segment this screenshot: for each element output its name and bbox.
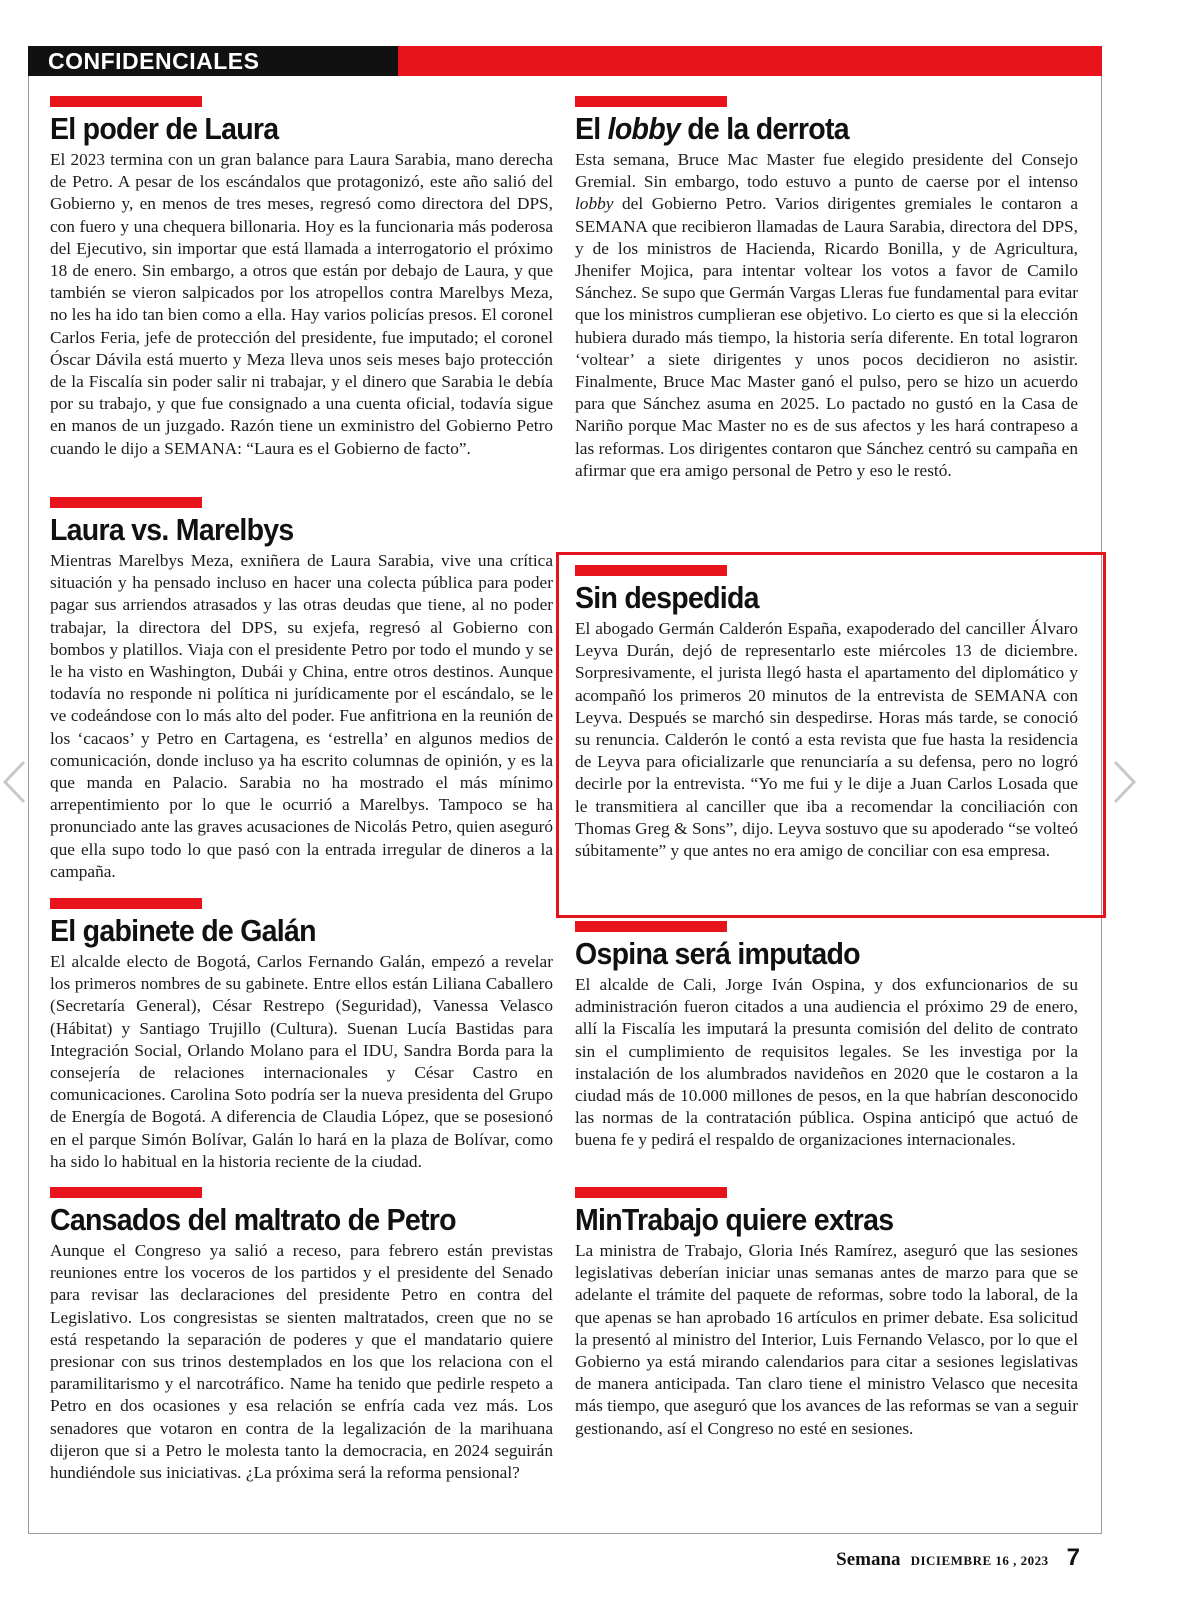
article-body: El 2023 termina con un gran balance para Laura Sarabia, mano derecha de Petro. A pesar de los escándalos que protagonizó, este año salió del Gobierno y, en menos de tres meses, regresó como directora del DPS, con fuero y una chequera billonaria. Hoy es la funcionaria más poderosa del Ejecutivo, sin importar que está llamada a interrogatorio el próximo 18 de enero. Sin embargo, a otros que están por debajo de Laura, y que también se vieron salpicados por los atropellos contra Marelbys Meza, no les ha ido tan bien como a ella. Hay varios policías presos. El coronel Carlos Feria, jefe de protección del presidente, fue imputado; el coronel Óscar Dávila está muerto y Meza lleva unos seis meses bajo protección de la Fiscalía sin poder salir ni trabajar, y el dinero que Sarabia le debía por su trabajo, y que fue consignado a una cuenta oficial, todavía sigue en manos de un juzgado. Razón tiene un exministro del Gobierno Petro cuando le dijo a SEMANA: “Laura es el Gobierno de facto”. [50,150,553,458]
article-sin-despedida [575,565,1078,862]
footer-date: DICIEMBRE 16 , 2023 [910,1553,1049,1568]
article-title: Ospina será imputado [575,936,860,971]
article-title: El gabinete de Galán [50,913,316,948]
article-red-bar [50,497,202,508]
article-red-bar [575,921,727,932]
article-laura-vs-marelbys [50,497,553,883]
article-title [575,109,1038,149]
chevron-left-icon [2,760,26,804]
page-number: 7 [1066,1544,1080,1571]
article-ospina-sera-imputado [575,921,1078,1152]
article-red-bar [575,96,727,107]
article-red-bar [50,96,202,107]
article-el-gabinete-de-galan [50,898,553,1173]
article-body: Aunque el Congreso ya salió a receso, para febrero están previstas reuniones entre los voceros de los partidos y el presidente del Senado para revisar las declaraciones del presidente Petro en contra del Legislativo. Los congresistas se sienten maltratados, creen que no se está respetando la separación de poderes y que el mandatario quiere presionar con sus trinos destemplados en los que los relaciona con el paramilitarismo y el narcotráfico. Name ha tenido que pedirle respeto a Petro en dos ocasiones y esa relación se enfría cada vez más. Los senadores que votaron en contra de la legalización de la marihuana dijeron que si a Petro le molesta tanto la democracia, en 2024 seguirán hundiéndole sus iniciativas. ¿La próxima será la reforma pensional? [50,1241,553,1483]
article-red-bar [50,898,202,909]
article-title: Sin despedida [575,580,759,615]
article-red-bar [575,1187,727,1198]
article-red-bar [575,565,727,576]
page-footer [836,1544,1080,1574]
body-text-italic: lobby [575,194,614,214]
article-body: El alcalde de Cali, Jorge Iván Ospina, y dos exfuncionarios de su administración fueron citados a una audiencia el próximo 29 de enero, allí la Fiscalía les imputará la presunta comisión del delito de contrato sin el cumplimiento de requisitos legales. Se les investiga por la instalación de los alumbrados navideños en 2020 que le costaron a la ciudad más de 10.000 millones de pesos, en la que habrían desconocido las normas de la contratación pública. Ospina anticipó que actuó de buena fe y pedirá el respaldo de organizaciones internacionales. [575,975,1078,1150]
chevron-right-icon [1113,760,1137,804]
article-body: La ministra de Trabajo, Gloria Inés Ramírez, aseguró que las sesiones legislativas deberían iniciar unas semanas antes de marzo para que se adelante el trámite del paquete de reformas, sobre todo la laboral, de la que apenas se han aprobado 16 artículos en primer debate. Esa solicitud la presentó al ministro del Interior, Luis Fernando Velasco, por lo que el Gobierno ya está mirando calendarios para citar a sesiones legislativas de manera anticipada. Tan claro tiene el ministro Velasco que necesita más tiempo, que aseguró que los avances de las reformas se van a seguir gestionando, así el Congreso no esté en sesiones. [575,1241,1078,1438]
footer-brand: Semana [836,1549,901,1570]
article-title: MinTrabajo quiere extras [575,1202,894,1237]
article-mintrabajo-quiere-extras [575,1187,1078,1440]
article-cansados-del-maltrato [50,1187,553,1484]
previous-page-button[interactable] [2,760,26,804]
article-body: El abogado Germán Calderón España, exapoderado del canciller Álvaro Leyva Durán, dejó de representarlo este miércoles 13 de diciembre. Sorpresivamente, el jurista llegó hasta el apartamento del diplomático y acompañó los primeros 20 minutos de la entrevista de SEMANA con Leyva. Después se marchó sin despedirse. Horas más tarde, se conoció su renuncia. Calderón le contó a esta revista que fue hasta la residencia de Leyva para oficializarle que renunciaría a su defensa, pero no logró decirle por la entrevista. “Yo me fui y le dije a Juan Carlos Losada que le transmitiera al canciller que iba a recomendar la conciliación con Thomas Greg & Sons”, dijo. Leyva sostuvo que su apoderado “se volteó súbitamente” y que antes no era amigo de conciliar con esa empresa. [575,619,1078,861]
section-header-bar [28,46,1102,76]
article-red-bar [50,1187,202,1198]
body-text-part-1: Esta semana, Bruce Mac Master fue elegido presidente del Consejo Gremial. Sin embargo, todo estuvo a punto de caerse por el intenso [575,150,1078,192]
title-text-italic: lobby [607,111,681,146]
section-label: CONFIDENCIALES [28,46,398,76]
body-text-part-2: del Gobierno Petro. Varios dirigentes gremiales le contaron a SEMANA que recibieron llamadas de Laura Sarabia, directora del DPS, y de los ministros de Hacienda, Ricardo Bonilla, y de Agricultura, Jhenifer Mojica, para intentar voltear los votos a favor de Camilo Sánchez. Se supo que Germán Vargas Lleras fue fundamental para evitar que los ministros cumplieran ese objetivo. Lo cierto es que si la elección hubiera durado más tiempo, la historia sería diferente. En total lograron ‘voltear’ a siete dirigentes y unos pocos decidieron no asistir. Finalmente, Bruce Mac Master ganó el pulso, pero se hizo un acuerdo para que Sánchez asuma en 2025. Lo pactado no gustó en la Casa de Nariño porque Mac Master no es de sus afectos y les hará contrapeso a las reformas. Los dirigentes contaron que Sánchez centró su campaña en afirmar que era amigo personal de Petro y eso le restó. [575,194,1078,480]
next-page-button[interactable] [1113,760,1137,804]
article-el-poder-de-laura [50,96,553,460]
article-el-lobby-de-la-derrota [575,96,1078,482]
article-title: Laura vs. Marelbys [50,512,294,547]
article-body: El alcalde electo de Bogotá, Carlos Fernando Galán, empezó a revelar los primeros nombres de su gabinete. Entre ellos están Liliana Caballero (Secretaría General), César Restrepo (Seguridad), Vanessa Velasco (Hábitat) y Santiago Trujillo (Cultura). Suenan Lucía Bastidas para Integración Social, Orlando Molano para el IDU, Sandra Borda para la consejería de relaciones internacionales y César Castro en comunicaciones. Carolina Soto podría ser la nueva presidenta del Grupo de Energía de Bogotá. A diferencia de Claudia López, que se posesionó en el parque Simón Bolívar, Galán lo hará en la plaza de Bolívar, como ha sido lo habitual en la historia reciente de la ciudad. [50,952,553,1171]
article-body [575,149,1078,482]
article-title: El poder de Laura [50,111,279,146]
title-text-pre: El [575,111,608,146]
article-body: Mientras Marelbys Meza, exniñera de Laura Sarabia, vive una crítica situación y ha pensado incluso en hacer una colecta pública para poder pagar sus arriendos atrasados y las otras deudas que tiene, al no poder trabajar, la directora del DPS, su exjefa, regresó al Gobierno con bombos y platillos. Viaja con el presidente Petro por todo el mundo y se le ha visto en Washington, Dubái y China, entre otros destinos. Aunque todavía no responde ni política ni jurídicamente por el escándalo, se le ve codeándose con lo más alto del poder. Fue anfitriona en la reunión de los ‘cacaos’ y Petro en Cartagena, es ‘estrella’ en algunos medios de comunicación, donde incluso ya ha escrito columnas de opinión, y es la que manda en Palacio. Sarabia no ha mostrado el más mínimo arrepentimiento por lo que le ocurrió a Marelbys. Tampoco se ha pronunciado ante las graves acusaciones de Nicolás Petro, quien aseguró que ella supo todo lo que pasó con la entrada irregular de dineros a la campaña. [50,551,553,881]
title-text-post: de la derrota [680,111,849,146]
article-title: Cansados del maltrato de Petro [50,1202,456,1237]
